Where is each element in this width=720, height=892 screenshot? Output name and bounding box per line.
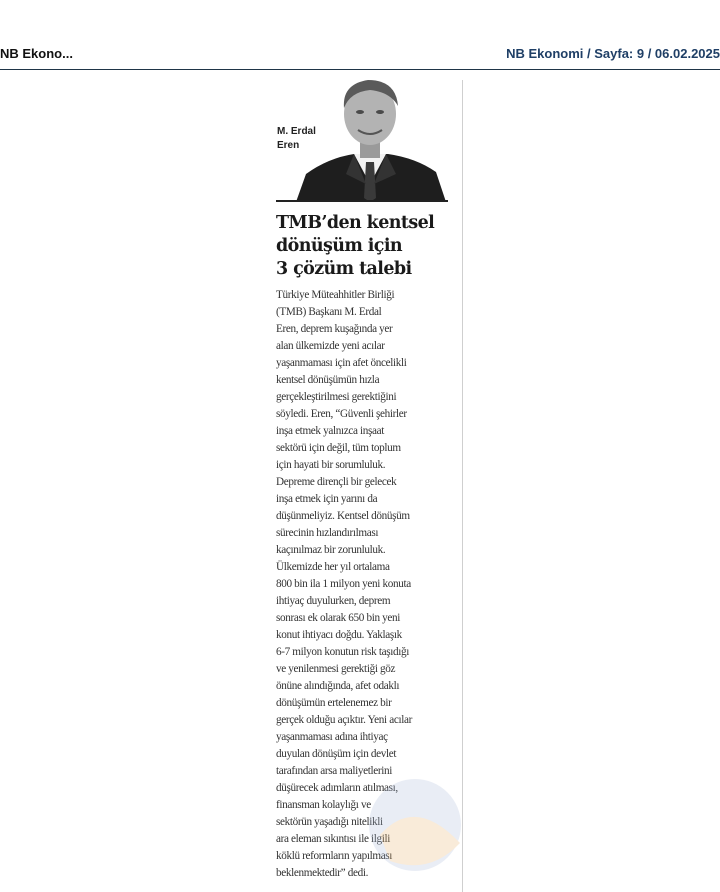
author-last-name: Eren — [277, 140, 300, 151]
body-line: Depreme dirençli bir gelecek — [276, 476, 397, 488]
body-line: sonrası ek olarak 650 bin yeni — [276, 612, 401, 624]
body-line: konut ihtiyacı doğdu. Yaklaşık — [276, 629, 402, 641]
body-line: (TMB) Başkanı M. Erdal — [276, 306, 382, 318]
watermark-icon — [360, 765, 470, 885]
source-page-date: NB Ekonomi / Sayfa: 9 / 06.02.2025 — [506, 46, 720, 61]
body-line: söyledi. Eren, “Güvenli şehirler — [276, 408, 407, 420]
author-first-name: M. Erdal — [277, 126, 316, 137]
body-line: ara eleman sıkıntısı ile ilgili — [276, 833, 391, 845]
body-line: gerçekleştirilmesi gerektiğini — [276, 391, 397, 403]
body-line: kentsel dönüşümün hızla — [276, 374, 380, 386]
watermark-logo — [360, 765, 470, 885]
body-line: için hayati bir sorumluluk. — [276, 459, 386, 471]
headline-line: 3 çözüm talebi — [276, 259, 412, 279]
article-headline — [276, 212, 456, 281]
body-line: finansman kolaylığı ve — [276, 799, 371, 811]
body-line: tarafından arsa maliyetlerini — [276, 765, 392, 777]
body-line: düşürecek adımların atılması, — [276, 782, 398, 794]
body-line: 800 bin ila 1 milyon yeni konuta — [276, 578, 411, 590]
body-line: dönüşümün ertelenemez bir — [276, 697, 392, 709]
body-line: beklenmektedir” dedi. — [276, 867, 369, 879]
body-line: 6-7 milyon konutun risk taşıdığı — [276, 646, 409, 658]
body-line: köklü reformların yapılması — [276, 850, 393, 862]
author-name — [277, 125, 337, 153]
photo-underline — [276, 200, 448, 202]
body-line: Ülkemizde her yıl ortalama — [276, 561, 390, 573]
body-line: yaşanmaması için afet öncelikli — [276, 357, 407, 369]
source-title[interactable]: NB Ekono... — [0, 46, 73, 61]
body-line: gerçek olduğu açıktır. Yeni acılar — [276, 714, 412, 726]
page-header — [0, 0, 720, 70]
body-line: yaşanmaması adına ihtiyaç — [276, 731, 388, 743]
body-line: sektörü için değil, tüm toplum — [276, 442, 401, 454]
body-line: inşa etmek yalnızca inşaat — [276, 425, 385, 437]
body-line: inşa etmek için yarını da — [276, 493, 378, 505]
body-line: ve yenilenmesi gerektiği göz — [276, 663, 396, 675]
body-line: Türkiye Müteahhitler Birliği — [276, 289, 395, 301]
body-line: kaçınılmaz bir zorunluluk. — [276, 544, 386, 556]
body-line: önüne alındığında, afet odaklı — [276, 680, 400, 692]
body-line: düşünmeliyiz. Kentsel dönüşüm — [276, 510, 410, 522]
body-line: ihtiyaç duyulurken, deprem — [276, 595, 391, 607]
headline-line: dönüşüm için — [276, 236, 403, 256]
body-line: sürecinin hızlandırılması — [276, 527, 379, 539]
body-line: sektörün yaşadığı nitelikli — [276, 816, 383, 828]
body-line: Eren, deprem kuşağında yer — [276, 323, 393, 335]
headline-line: TMB’den kentsel — [276, 213, 435, 233]
body-line: duyulan dönüşüm için devlet — [276, 748, 397, 760]
body-line: alan ülkemizde yeni acılar — [276, 340, 385, 352]
